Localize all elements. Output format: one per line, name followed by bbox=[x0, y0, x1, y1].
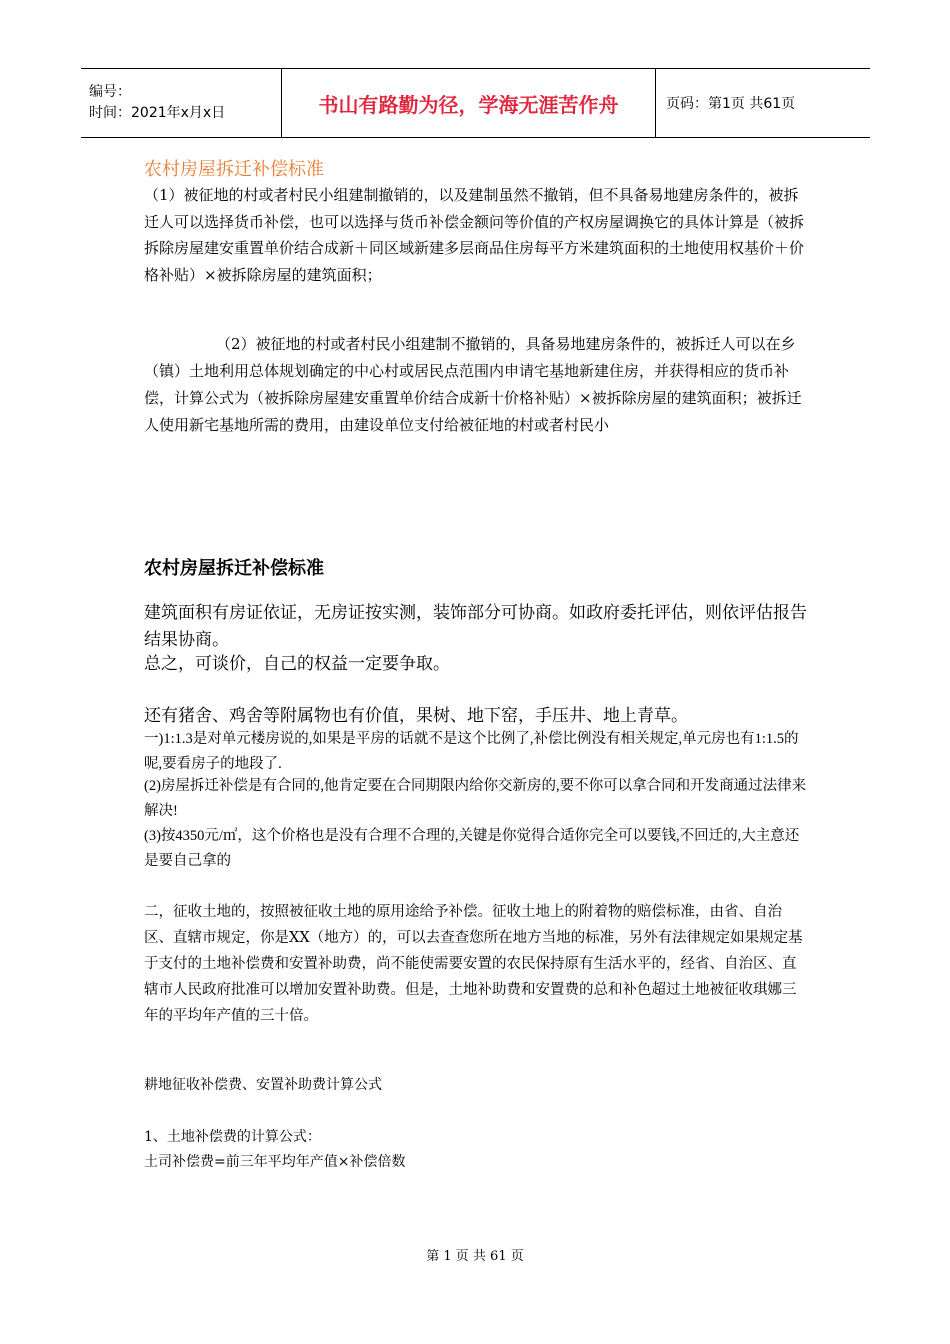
time-label: 时间：2021年x月x日 bbox=[89, 105, 226, 121]
formula-heading: 耕地征收补偿费、安置补助费计算公式 bbox=[144, 1077, 382, 1093]
header-motto-cell bbox=[281, 69, 656, 137]
section2-title: 农村房屋拆迁补偿标准 bbox=[144, 558, 324, 579]
formula-text: 土司补偿费=前三年平均年产值×补偿倍数 bbox=[144, 1154, 406, 1170]
header-meta bbox=[81, 69, 281, 137]
header-motto: 书山有路勤为径，学海无涯苦作舟 bbox=[318, 92, 619, 117]
header-page-info: 页码：第1页 共61页 bbox=[666, 96, 796, 112]
section1-paragraph-2: （2）被征地的村或者村民小组建制不撤销的，具备易地建房条件的，被拆迁人可以在乡（镇）土地利用总体规划确定的中心村或居民点范围内申请宅基地新建住房，并获得相应的货币补偿，计算公式为（被拆除房屋建安重置单价结合成新十价格补贴）×被拆除房屋的建筑面积；被拆迁人使用新宅基地所需的费用，由建设单位支付给被征地的村或者村民小 bbox=[144, 335, 802, 434]
section2-paragraph-2: 总之，可谈价，自己的权益一定要争取。 bbox=[144, 654, 450, 674]
section2-paragraph-4: 二，征收土地的，按照被征收土地的原用途给予补偿。征收土地上的附着物的赔偿标准，由省、自治区、直辖市规定，你是XX（地方）的，可以去查查您所在地方当地的标准，另外有法律规定如果规定基于支付的土地补偿费和安置补助费，尚不能使需要安置的农民保持原有生活水平的，经省、自治区、直辖市人民政府批准可以增加安置补助费。但是，土地补助费和安置费的总和补色超过土地被征收琪娜三年的平均年产值的三十倍。 bbox=[144, 904, 803, 1024]
number-label: 编号： bbox=[89, 84, 131, 100]
page-footer: 第 1 页 共 61 页 bbox=[426, 1249, 524, 1264]
list-item-1: 一)1:1.3是对单元楼房说的,如果是平房的话就不是这个比例了,补偿比例没有相关规定,单元房也有1:1.5的呢,要看房子的地段了. bbox=[144, 731, 799, 772]
formula-subheading: 1、土地补偿费的计算公式： bbox=[144, 1129, 321, 1145]
section1-paragraph-1: （1）被征地的村或者村民小组建制撤销的，以及建制虽然不撤销，但不具备易地建房条件的，被拆迁人可以选择货币补偿，也可以选择与货币补偿金额问等价值的产权房屋调换它的具体计算是（被拆拆除房屋建安重置单价结合成新＋同区域新建多层商品住房每平方米建筑面积的土地使用权基价＋价格补贴）×被拆除房屋的建筑面积； bbox=[144, 186, 805, 284]
list-item-2: (2)房屋拆迁补偿是有合同的,他肯定要在合同期限内给你交新房的,要不你可以拿合同和开发商通过法律来解决! bbox=[144, 778, 807, 819]
section2-paragraph-1: 建筑面积有房证依证，无房证按实测，装饰部分可协商。如政府委托评估，则依评估报告结果协商。 bbox=[144, 603, 807, 650]
list-item-3: (3)按4350元/㎡，这个价格也是没有合理不合理的,关键是你觉得合适你完全可以要钱,不回迁的,大主意还是要自己拿的 bbox=[144, 828, 800, 869]
section1-title: 农村房屋拆迁补偿标准 bbox=[144, 159, 324, 180]
section2-paragraph-3: 还有猪舍、鸡舍等附属物也有价值，果树、地下窑，手压井、地上青草。 bbox=[144, 706, 688, 726]
page-header bbox=[81, 68, 870, 138]
